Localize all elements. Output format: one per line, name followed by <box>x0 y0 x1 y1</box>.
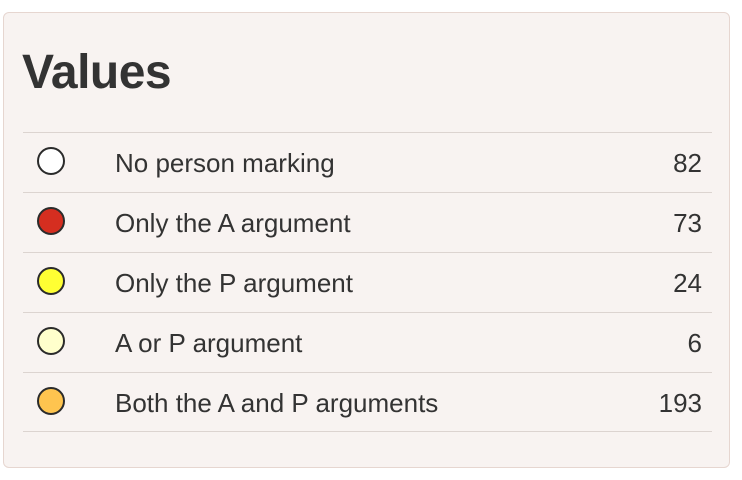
value-row <box>23 192 712 252</box>
value-label: No person marking <box>115 148 335 178</box>
circle-marker-icon <box>37 327 65 355</box>
circle-marker-icon <box>37 387 65 415</box>
value-label: A or P argument <box>115 328 303 358</box>
value-count: 6 <box>687 328 702 358</box>
circle-marker-icon <box>37 207 65 235</box>
values-panel <box>3 12 730 468</box>
value-count: 73 <box>673 208 702 238</box>
value-count: 24 <box>673 268 702 298</box>
value-row <box>23 372 712 432</box>
panel-title: Values <box>22 46 172 99</box>
value-count: 193 <box>658 388 702 418</box>
value-label: Only the P argument <box>115 268 353 298</box>
value-label: Only the A argument <box>115 208 351 238</box>
value-row <box>23 132 712 192</box>
value-label: Both the A and P arguments <box>115 388 439 418</box>
value-count: 82 <box>673 148 702 178</box>
values-table <box>23 132 712 432</box>
circle-marker-icon <box>37 147 65 175</box>
circle-marker-icon <box>37 267 65 295</box>
value-row <box>23 312 712 372</box>
value-row <box>23 252 712 312</box>
